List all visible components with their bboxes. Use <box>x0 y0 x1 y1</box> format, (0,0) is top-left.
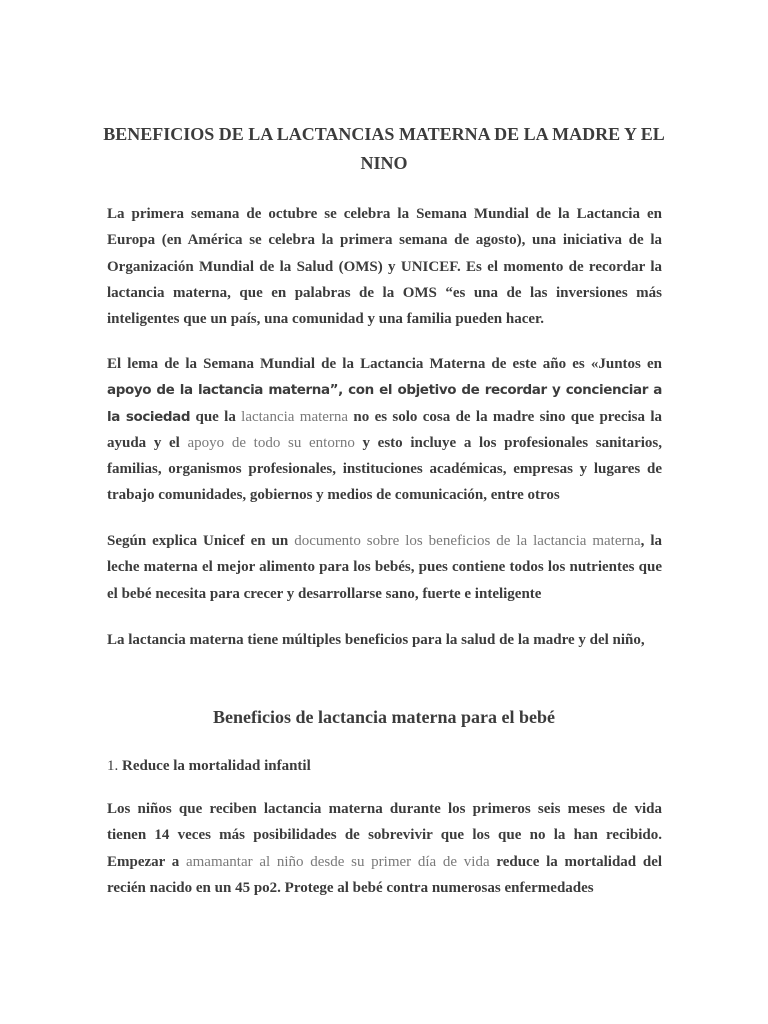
link-apoyo-entorno[interactable]: apoyo de todo su entorno <box>187 434 355 451</box>
paragraph-beneficios: La lactancia materna tiene múltiples beneficios para la salud de la madre y del niño, <box>107 632 645 648</box>
paragraph-lema-text-4: y esto incluye a los profesionales sanitarios, familias, organismos profesionales, instituciones académicas, empresas y lugares de trabajo comunidades, gobiernos y medios de comunicación, entre otros <box>107 434 663 504</box>
link-documento-beneficios[interactable]: documento sobre los beneficios de la lactancia materna <box>294 533 641 549</box>
link-lactancia-materna[interactable]: lactancia materna <box>241 408 349 425</box>
paragraph-mortalidad-text: Los niños que reciben lactancia materna durante los primeros seis meses de vida tienen 14 veces más posibilidades de sobrevivir que los que no la han recibido. Empezar a <box>107 801 662 870</box>
link-amamantar[interactable]: amamantar al niño desde su primer día de vida <box>185 853 490 870</box>
paragraph-lema-quote: apoyo de la lactancia materna”, con el objetivo de recordar y concienciar a la sociedad <box>107 382 662 425</box>
list-item-number: 1. <box>107 758 122 774</box>
paragraph-lema <box>107 351 662 509</box>
paragraph-unicef <box>107 528 662 607</box>
paragraph-intro-text: La primera semana de octubre se celebra la Semana Mundial de la Lactancia en Europa (en América se celebra la primera semana de agosto), una iniciativa de la Organización Mundial de la Salud (OMS) y UNICEF. Es el momento de recordar la lactancia materna <box>107 206 662 301</box>
paragraph-lema-text-2: que la <box>190 408 242 425</box>
section-heading: Beneficios de lactancia materna para el bebé <box>213 707 555 727</box>
paragraph-intro-text-end: , que en palabras de la OMS “es una de las inversiones más inteligentes que un país, una comunidad y una familia pueden hacer. <box>107 284 662 328</box>
paragraph-unicef-text-end: , la leche materna el mejor alimento para los bebés, pues contiene todos los nutrientes que el bebé necesita para crecer y desarrollarse sano, fuerte e inteligente <box>107 533 662 602</box>
paragraph-mortalidad <box>107 796 662 901</box>
paragraph-unicef-text: Según explica Unicef en un <box>107 533 295 549</box>
document-title: BENEFICIOS DE LA LACTANCIAS MATERNA DE LA MADRE Y EL NINO <box>103 124 665 173</box>
paragraph-lema-text-3: no es solo cosa de la madre sino que precisa la ayuda y el <box>107 408 662 451</box>
list-item-1 <box>107 756 311 776</box>
paragraph-mortalidad-text-end: reduce la mortalidad del recién nacido en un 45 po2. Protege al bebé contra numerosas enfermedades <box>107 853 663 896</box>
paragraph-intro <box>107 201 662 332</box>
paragraph-lema-text: El lema de la Semana Mundial de la Lactancia Materna de este año es «Juntos en <box>107 356 662 372</box>
list-item-text: Reduce la mortalidad infantil <box>122 758 311 774</box>
